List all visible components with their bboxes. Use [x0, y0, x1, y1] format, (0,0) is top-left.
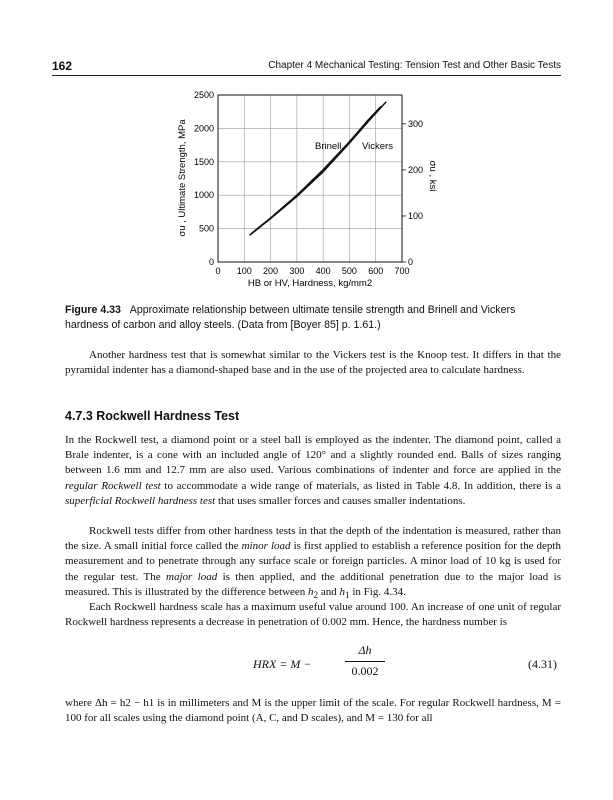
paragraph-knoop: Another hardness test that is somewhat similar to the Vickers test is the Knoop test. It differs in that the pyramidal indenter has a diamond-shaped base and in the use of the projected area to calculate hardness. [65, 349, 561, 377]
figure-caption [65, 303, 555, 333]
section-heading: 4.7.3 Rockwell Hardness Test [65, 409, 240, 423]
page-number: 162 [52, 59, 73, 73]
strength-hardness-chart [0, 0, 613, 300]
y2-tick-label: 200 [408, 164, 424, 175]
equation-4-31 [65, 643, 561, 689]
equation-bar [345, 661, 385, 662]
y2-tick-label: 0 [408, 257, 414, 267]
legend-label-brinell: Brinell [315, 141, 342, 152]
x-tick-label: 700 [394, 266, 410, 276]
x-tick-label: 500 [341, 266, 357, 276]
x-tick-label: 100 [236, 266, 252, 276]
y-axis-label-left: σu , Ultimate Strength, MPa [177, 119, 188, 237]
x-tick-label: 400 [315, 266, 331, 276]
x-axis-label: HB or HV, Hardness, kg/mm2 [247, 278, 373, 289]
x-tick-label: 600 [368, 266, 384, 276]
y-tick-label: 2000 [193, 123, 214, 134]
legend-label-vickers: Vickers [362, 141, 393, 152]
plot-frame [218, 95, 402, 262]
equation-denominator: 0.002 [351, 664, 379, 678]
x-tick-label: 200 [263, 266, 279, 276]
y-tick-label: 0 [208, 257, 214, 267]
paragraph-rockwell-depth: Rockwell tests differ from other hardness tests in that the depth of the indentation is measured, rather than the size. A small initial force called the minor load is first applied to establish a reference position for the depth measurement and to penetrate through any surface scale or foreign particles. A minor load of 10 kg is used for the regular test. The major load is then applied, and the additional penetration due to the major load is measured. This is illustrated by the difference between $h_2$ and $h_1$ in Fig. 4.34. [65, 525, 562, 600]
equation-numerator: Δh [358, 643, 372, 657]
y-tick-label: 1500 [193, 156, 214, 167]
term-minor-load: minor load [241, 540, 291, 553]
y-axis-label-right: σu , ksi [427, 160, 438, 192]
y2-tick-label: 300 [408, 118, 424, 129]
x-tick-label: 0 [215, 266, 221, 276]
term-superficial-rockwell: superficial Rockwell hardness test [65, 494, 216, 507]
equation-fraction [345, 643, 385, 679]
paragraph-rockwell-intro: In the Rockwell test, a diamond point or a steel ball is employed as the indenter. The diamond point, called a Brale indenter, is a cone with an included angle of 120° and a slightly rounded end. Balls of sizes ranging between 1.6 mm and 12.7 mm are also used. Various combinations of indenter and force are applied in the regular Rockwell test to accommodate a wide range of materials, as listed in Table 4.8. In addition, there is a superficial Rockwell hardness test that uses smaller forces and causes smaller indentations. [65, 434, 561, 507]
figure-label: Figure 4.33 [65, 304, 121, 316]
y-tick-label: 500 [198, 223, 214, 234]
paragraph-where: where Δh = h2 − h1 is in millimeters and M is the upper limit of the scale. For regular Rockwell hardness, M = 100 for all scales using the diamond point (A, C, and D scales), and M = 130 for all [65, 697, 561, 725]
term-regular-rockwell: regular Rockwell test [65, 479, 161, 492]
y-tick-label: 2500 [193, 90, 214, 100]
term-major-load: major load [166, 570, 218, 583]
y2-tick-label: 100 [408, 210, 424, 221]
y-tick-label: 1000 [193, 190, 214, 201]
equation-lhs: HRX = M − [253, 657, 312, 671]
x-tick-label: 300 [289, 266, 305, 276]
chapter-title: Chapter 4 Mechanical Testing: Tension Test and Other Basic Tests [268, 60, 561, 71]
figure-caption-text: Approximate relationship between ultimate tensile strength and Brinell and Vickers hardness of carbon and alloy steels. (Data from [Boyer 85] p. 1.61.) [65, 304, 516, 331]
equation-number: (4.31) [528, 657, 557, 671]
paragraph-rockwell-scale: Each Rockwell hardness scale has a maximum useful value around 100. An increase of one unit of regular Rockwell hardness represents a decrease in penetration of 0.002 mm. Hence, the hardness number is [65, 601, 561, 629]
